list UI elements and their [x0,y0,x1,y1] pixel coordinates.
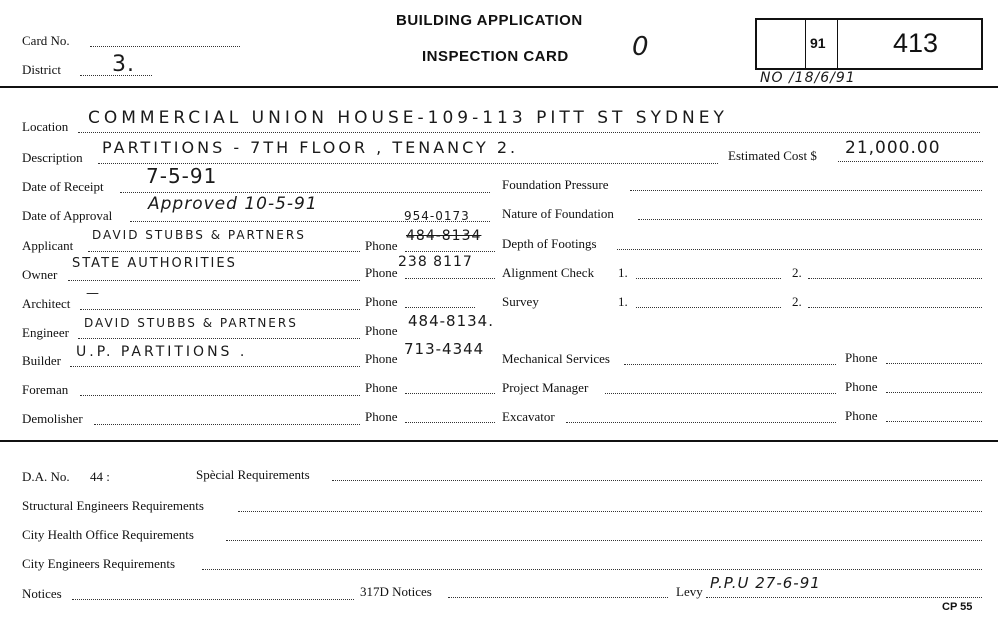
date-receipt-field[interactable] [120,192,490,193]
project-manager-phone-label: Phone [845,379,878,394]
alignment-num-1: 1. [618,265,628,280]
levy-label: Levy [676,584,703,599]
excavator-field[interactable] [566,422,836,423]
owner-phone-label: Phone [365,265,398,280]
alignment-check-1-field[interactable] [636,278,781,279]
survey-2-field[interactable] [808,307,982,308]
engineer-phone-label: Phone [365,323,398,338]
excavator-phone-field[interactable] [886,421,982,422]
section-divider [0,440,998,442]
district-value: 3. [112,52,135,77]
project-manager-field[interactable] [605,393,836,394]
levy-value: P.P.U 27-6-91 [710,574,821,592]
special-requirements-field[interactable] [332,480,982,481]
mechanical-phone-label: Phone [845,350,878,365]
applicant-value: DAVID STUBBS & PARTNERS [92,228,306,242]
city-engineers-label: City Engineers Requirements [22,556,176,571]
notices-317d-label: 317D Notices [360,584,432,599]
location-field[interactable] [78,132,980,133]
foundation-pressure-label: Foundation Pressure [502,177,609,192]
box-number: 413 [893,28,939,58]
demolisher-phone-label: Phone [365,409,398,424]
architect-field[interactable] [80,309,360,310]
card-no-label: Card No. [22,33,70,48]
owner-phone-value: 238 8117 [398,254,473,270]
builder-phone-label: Phone [365,351,398,366]
engineer-phone-value: 484-8134. [408,312,494,330]
alignment-check-2-field[interactable] [808,278,982,279]
mechanical-label: Mechanical Services [502,351,610,366]
owner-phone-field[interactable] [405,278,495,279]
excavator-label: Excavator [502,409,555,424]
box-year: 91 [810,35,826,51]
health-requirements-field[interactable] [226,540,982,541]
description-label: Description [22,150,83,165]
survey-label: Survey [502,294,539,309]
demolisher-phone-field[interactable] [405,422,495,423]
description-value: PARTITIONS - 7TH FLOOR , TENANCY 2. [102,138,519,157]
builder-label: Builder [22,353,61,368]
applicant-field[interactable] [88,251,360,252]
foundation-pressure-field[interactable] [630,190,982,191]
architect-value: — [86,286,100,301]
builder-phone-value: 713-4344 [404,340,485,358]
location-label: Location [22,119,69,134]
special-requirements-label: Spècial Requirements [196,467,310,482]
location-value: COMMERCIAL UNION HOUSE-109-113 PITT ST SYDNEY [88,108,728,128]
engineer-label: Engineer [22,325,69,340]
alignment-num-2: 2. [792,265,802,280]
architect-phone-label: Phone [365,294,398,309]
notices-label: Notices [22,586,62,601]
notices-317d-field[interactable] [448,597,668,598]
project-manager-label: Project Manager [502,380,589,395]
mechanical-phone-field[interactable] [886,363,982,364]
builder-field[interactable] [70,366,360,367]
handwritten-note: NO /18/6/91 [760,70,856,86]
applicant-phone-extra: 954-0173 [404,209,470,223]
title-inspection-card: INSPECTION CARD [422,48,569,65]
estimated-cost-field[interactable] [838,161,983,162]
engineer-field[interactable] [78,338,360,339]
card-number-box [755,18,983,70]
applicant-label: Applicant [22,238,74,253]
structural-requirements-field[interactable] [238,511,982,512]
date-receipt-label: Date of Receipt [22,179,104,194]
structural-requirements-label: Structural Engineers Requirements [22,498,204,513]
owner-field[interactable] [68,280,360,281]
date-approval-label: Date of Approval [22,208,113,223]
survey-1-field[interactable] [636,307,781,308]
foreman-phone-field[interactable] [405,393,495,394]
applicant-phone-label: Phone [365,238,398,253]
demolisher-field[interactable] [94,424,360,425]
header-divider [0,86,998,88]
applicant-phone-value: 484-8134 [406,228,482,244]
foreman-field[interactable] [80,395,360,396]
project-manager-phone-field[interactable] [886,392,982,393]
foreman-phone-label: Phone [365,380,398,395]
builder-value: U.P. PARTITIONS . [76,344,248,360]
survey-num-2: 2. [792,294,802,309]
estimated-cost-label: Estimated Cost $ [728,148,817,163]
survey-num-1: 1. [618,294,628,309]
title-building-application: BUILDING APPLICATION [396,12,583,29]
circled-number: 0 [632,32,650,62]
foreman-label: Foreman [22,382,69,397]
demolisher-label: Demolisher [22,411,83,426]
architect-label: Architect [22,296,71,311]
date-receipt-value: 7-5-91 [146,164,218,188]
da-no-label: D.A. No. [22,469,70,484]
notices-field[interactable] [72,599,354,600]
depth-footings-label: Depth of Footings [502,236,597,251]
nature-foundation-label: Nature of Foundation [502,206,614,221]
health-requirements-label: City Health Office Requirements [22,527,194,542]
levy-field[interactable] [706,597,982,598]
applicant-phone-field[interactable] [405,251,495,252]
architect-phone-field[interactable] [405,307,475,308]
da-no-value: 44 : [90,469,110,484]
excavator-phone-label: Phone [845,408,878,423]
mechanical-field[interactable] [624,364,836,365]
engineer-value: DAVID STUBBS & PARTNERS [84,316,298,330]
date-approval-value: Approved 10-5-91 [148,194,318,214]
nature-foundation-field[interactable] [638,219,982,220]
district-label: District [22,62,61,77]
depth-footings-field[interactable] [617,249,982,250]
card-no-field[interactable] [90,46,240,47]
owner-value: STATE AUTHORITIES [72,256,237,271]
city-engineers-field[interactable] [202,569,982,570]
estimated-cost-value: 21,000.00 [845,138,941,158]
form-code: CP 55 [942,601,973,613]
alignment-check-label: Alignment Check [502,265,595,280]
owner-label: Owner [22,267,58,282]
